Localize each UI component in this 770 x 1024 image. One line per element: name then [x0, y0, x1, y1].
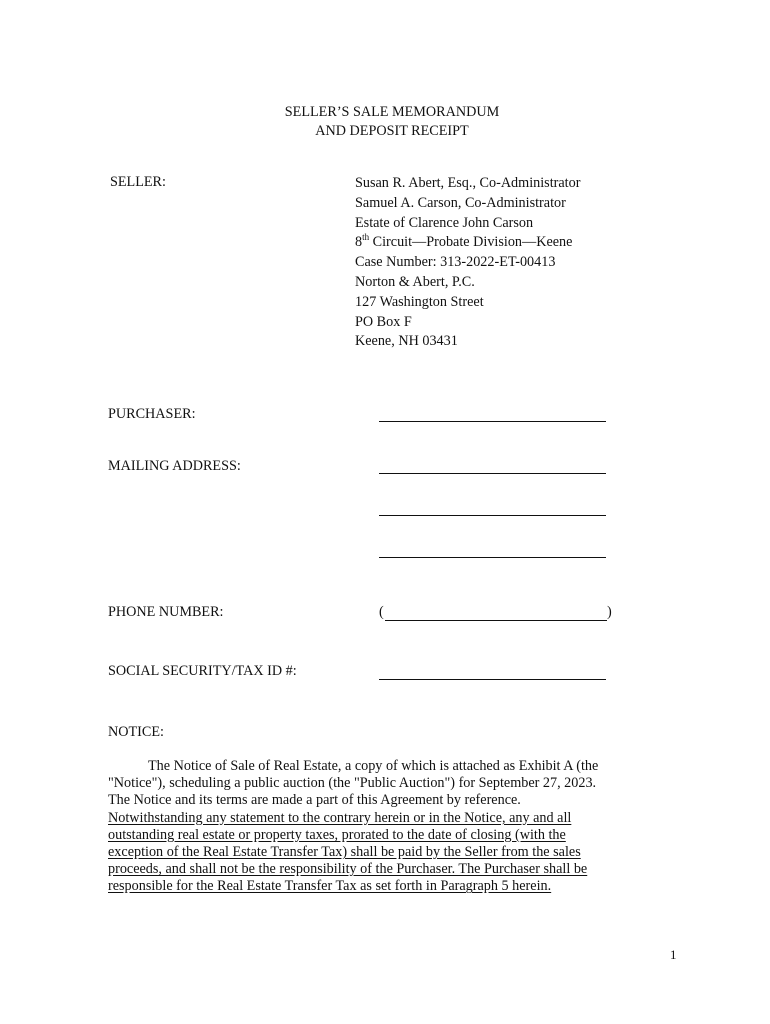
seller-line: Case Number: 313-2022-ET-00413 — [355, 254, 556, 271]
seller-line: Estate of Clarence John Carson — [355, 214, 534, 231]
seller-line: Keene, NH 03431 — [355, 333, 458, 350]
notice-paragraph — [108, 758, 668, 896]
purchaser-blank-line[interactable] — [379, 421, 606, 422]
mailing-address-label: MAILING ADDRESS: — [108, 458, 241, 474]
document-title-line-2: AND DEPOSIT RECEIPT — [315, 123, 469, 139]
seller-line: Norton & Abert, P.C. — [355, 273, 475, 290]
notice-underlined-line: Notwithstanding any statement to the contrary herein or in the Notice, any and all — [108, 809, 572, 826]
seller-line: Susan R. Abert, Esq., Co-Administrator — [355, 175, 581, 191]
notice-underlined-line: exception of the Real Estate Transfer Tax) shall be paid by the Seller from the sales — [108, 844, 581, 861]
page-number: 1 — [670, 947, 677, 962]
notice-underlined-line: responsible for the Real Estate Transfer Tax as set forth in Paragraph 5 herein. — [108, 878, 552, 895]
phone-open-paren: ( — [379, 604, 384, 620]
seller-label: SELLER: — [110, 174, 166, 190]
notice-line: The Notice of Sale of Real Estate, a copy of which is attached as Exhibit A (the — [148, 758, 599, 774]
seller-line: Samuel A. Carson, Co-Administrator — [355, 194, 566, 211]
tax-id-label: SOCIAL SECURITY/TAX ID #: — [108, 663, 297, 679]
mailing-address-blank-line-1[interactable] — [379, 473, 606, 474]
tax-id-blank-line[interactable] — [379, 679, 606, 680]
purchaser-label: PURCHASER: — [108, 406, 196, 422]
document-title-line-1: SELLER’S SALE MEMORANDUM — [284, 104, 500, 120]
mailing-address-blank-line-3[interactable] — [379, 557, 606, 558]
phone-close-paren: ) — [607, 604, 612, 620]
notice-line: "Notice"), scheduling a public auction (the "Public Auction") for September 27, 2023. — [108, 775, 597, 792]
court-name: Circuit—Probate Division—Keene — [369, 234, 573, 251]
court-ordinal: th — [362, 231, 370, 242]
phone-number-label: PHONE NUMBER: — [108, 604, 224, 620]
seller-line: 127 Washington Street — [355, 293, 484, 310]
seller-line: PO Box F — [355, 313, 412, 330]
seller-info-block — [355, 174, 580, 352]
court-number: 8 — [355, 234, 363, 251]
phone-number-blank-line[interactable] — [385, 620, 607, 621]
mailing-address-blank-line-2[interactable] — [379, 515, 606, 516]
seller-court-line — [355, 233, 580, 253]
notice-line: The Notice and its terms are made a part of this Agreement by reference. — [108, 792, 521, 809]
notice-underlined-line: proceeds, and shall not be the responsibility of the Purchaser. The Purchaser shall be — [108, 861, 588, 878]
notice-heading: NOTICE: — [108, 724, 164, 740]
notice-underlined-line: outstanding real estate or property taxes, prorated to the date of closing (with the — [108, 826, 566, 843]
